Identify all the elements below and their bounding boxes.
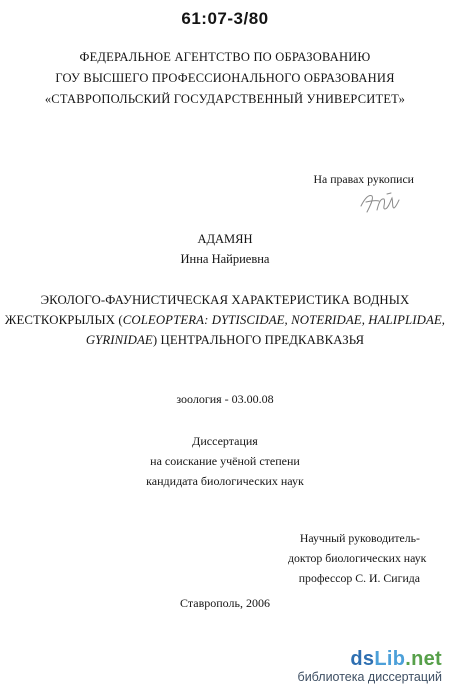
- title-line-3: [0, 330, 450, 350]
- supervisor-line-3: профессор С. И. Сигида: [298, 571, 420, 585]
- dissertation-line-2: на соискание учёной степени: [150, 454, 300, 468]
- place-and-year: Ставрополь, 2006: [180, 596, 270, 610]
- title-line-2-prefix: ЖЕСТКОКРЫЛЫХ (: [4, 313, 123, 327]
- dslib-watermark[interactable]: [298, 648, 442, 685]
- logo-dot: .: [405, 648, 412, 670]
- title-line-2-taxa: COLEOPTERA: DYTISCIDAE, NOTERIDAE, HALIPLIDAE,: [122, 313, 446, 327]
- author-name: Инна Найриевна: [180, 252, 270, 266]
- dissertation-line-1: Диссертация: [192, 434, 258, 448]
- dissertation-line-3: кандидата биологических наук: [146, 474, 304, 488]
- manuscript-note: На правах рукописи: [313, 172, 414, 186]
- organization-line-2: ГОУ ВЫСШЕГО ПРОФЕССИОНАЛЬНОГО ОБРАЗОВАНИЯ: [55, 71, 395, 85]
- logo-net: net: [411, 648, 442, 670]
- organization-line-1: ФЕДЕРАЛЬНОЕ АГЕНТСТВО ПО ОБРАЗОВАНИЮ: [79, 50, 371, 64]
- title-line-2: [0, 310, 450, 330]
- author-surname: АДАМЯН: [197, 232, 253, 246]
- dslib-logo[interactable]: [298, 648, 442, 670]
- logo-ds: ds: [350, 648, 375, 670]
- handwritten-signature-icon: [357, 190, 401, 216]
- title-line-1: ЭКОЛОГО-ФАУНИСТИЧЕСКАЯ ХАРАКТЕРИСТИКА ВОДНЫХ: [40, 293, 410, 307]
- title-line-3-suffix: ) ЦЕНТРАЛЬНОГО ПРЕДКАВКАЗЬЯ: [152, 333, 365, 347]
- supervisor-line-2: доктор биологических наук: [288, 551, 427, 565]
- logo-lib: Lib: [374, 648, 406, 670]
- organization-line-3: «СТАВРОПОЛЬСКИЙ ГОСУДАРСТВЕННЫЙ УНИВЕРСИТЕТ»: [44, 92, 406, 106]
- specialty-code: зоология - 03.00.08: [176, 392, 274, 406]
- dslib-subtitle: библиотека диссертаций: [297, 670, 442, 684]
- title-line-3-taxa: GYRINIDAE: [85, 333, 153, 347]
- catalog-code: 61:07-3/80: [181, 9, 269, 28]
- supervisor-line-1: Научный руководитель-: [299, 531, 420, 545]
